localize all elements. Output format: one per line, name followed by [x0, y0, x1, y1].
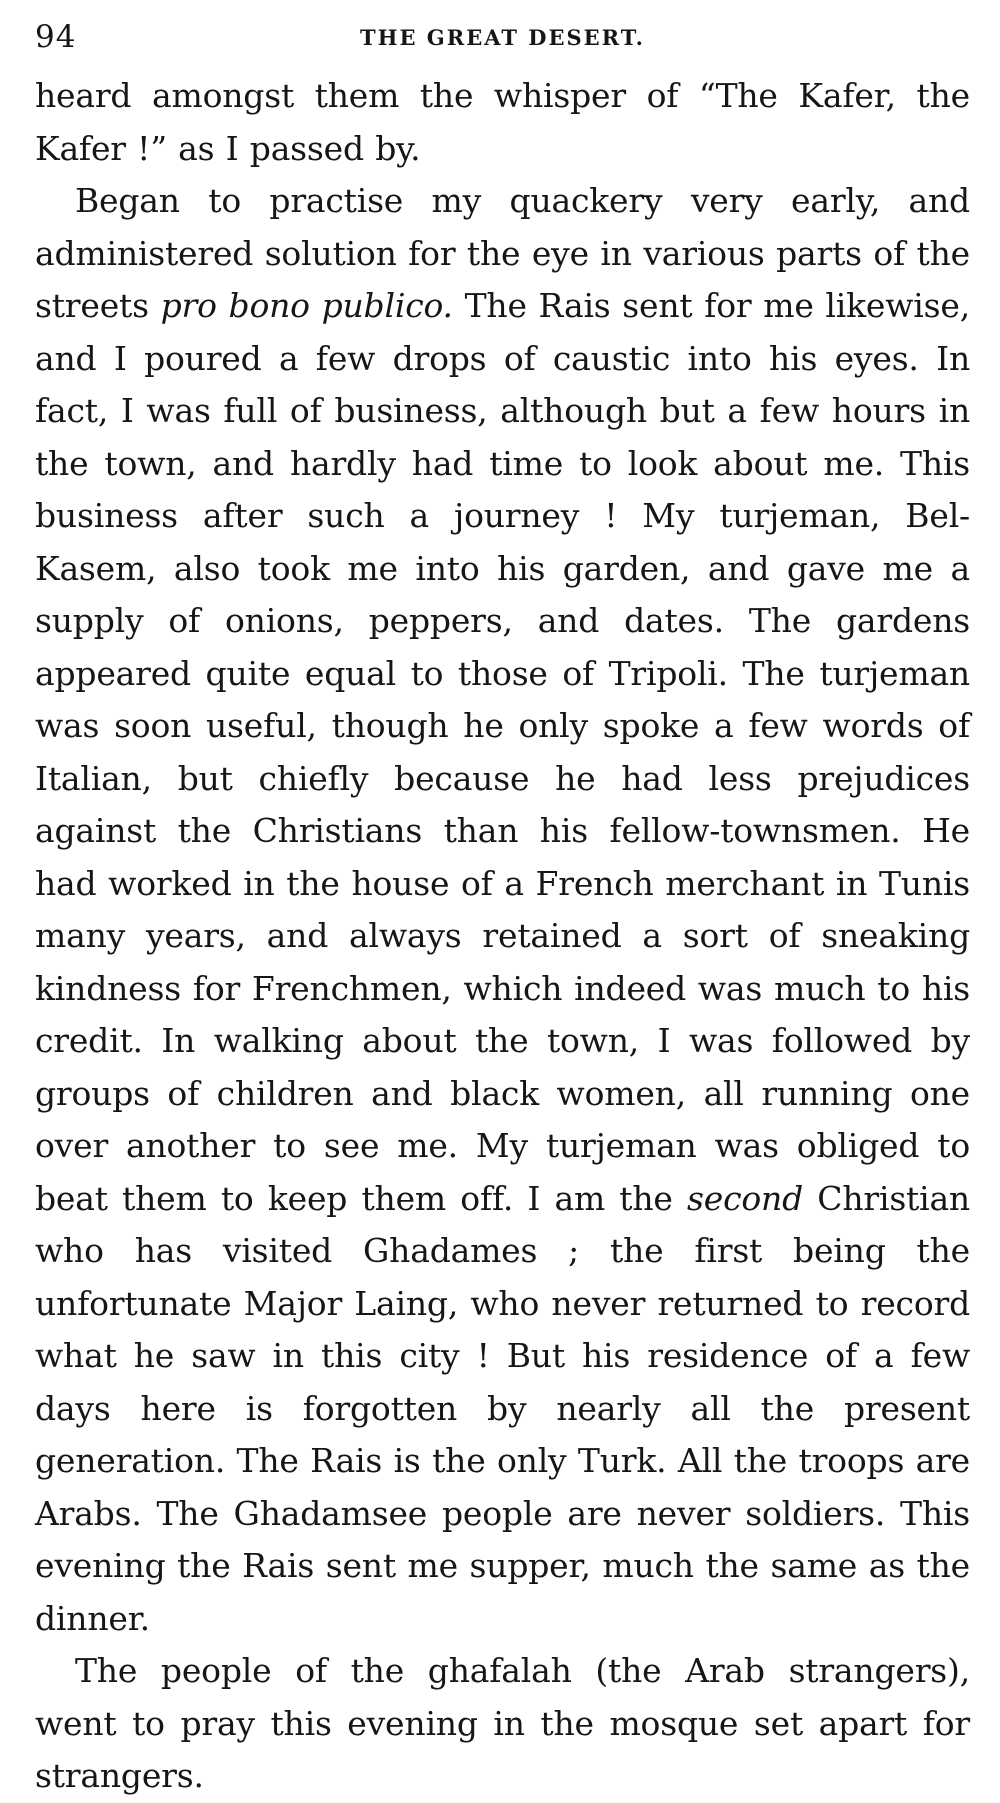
paragraph-3: [35, 1645, 970, 1803]
italic-word: second: [687, 1178, 804, 1218]
book-page: [35, 10, 970, 1795]
paragraph-text: The Rais sent for me likewise, and I poured a few drops of caustic into his eyes. In fact, I was full of business, although but a few hours in the town, and hardly had time to look about me. This business after such a journey ! My turjeman, Bel-Kasem, also took me into his garden, and gave me a supply of onions, peppers, and dates. The gardens appeared quite equal to those of Tripoli. The turjeman was soon useful, though he only spoke a few words of Italian, but chiefly because he had less prejudices against the Christians than his fellow-townsmen. He had worked in the house of a French merchant in Tunis many years, and always retained a sort of sneaking kindness for Frenchmen, which indeed was much to his credit. In walking about the town, I was followed by groups of children and black women, all running one over another to see me. My turjeman was obliged to beat them to keep them off. I am the: [35, 286, 970, 1218]
paragraph-2: [35, 175, 970, 1645]
paragraph-text: Began to practise my quackery very early, and administered solution for the eye in various parts of the streets: [35, 181, 970, 325]
body-text: [35, 70, 970, 1803]
paragraph-text: heard amongst them the whisper of “The Kafer, the Kafer !” as I passed by.: [35, 76, 970, 168]
paragraph-text: Christian who has visited Ghadames ; the first being the unfortunate Major Laing, who never returned to record what he saw in this city ! But his residence of a few days here is forgotten by nearly all the present generation. The Rais is the only Turk. All the troops are Arabs. The Ghadamsee people are never soldiers. This evening the Rais sent me supper, much the same as the dinner.: [35, 1178, 970, 1638]
paragraph-1: [35, 70, 970, 175]
running-head: [35, 10, 970, 70]
italic-phrase: pro bono publico.: [160, 286, 453, 325]
paragraph-text: The people of the ghafalah (the Arab strangers), went to pray this evening in the mosque set apart for strangers.: [35, 1651, 970, 1795]
running-title: THE GREAT DESERT.: [360, 25, 645, 50]
page-number: 94: [35, 19, 77, 55]
